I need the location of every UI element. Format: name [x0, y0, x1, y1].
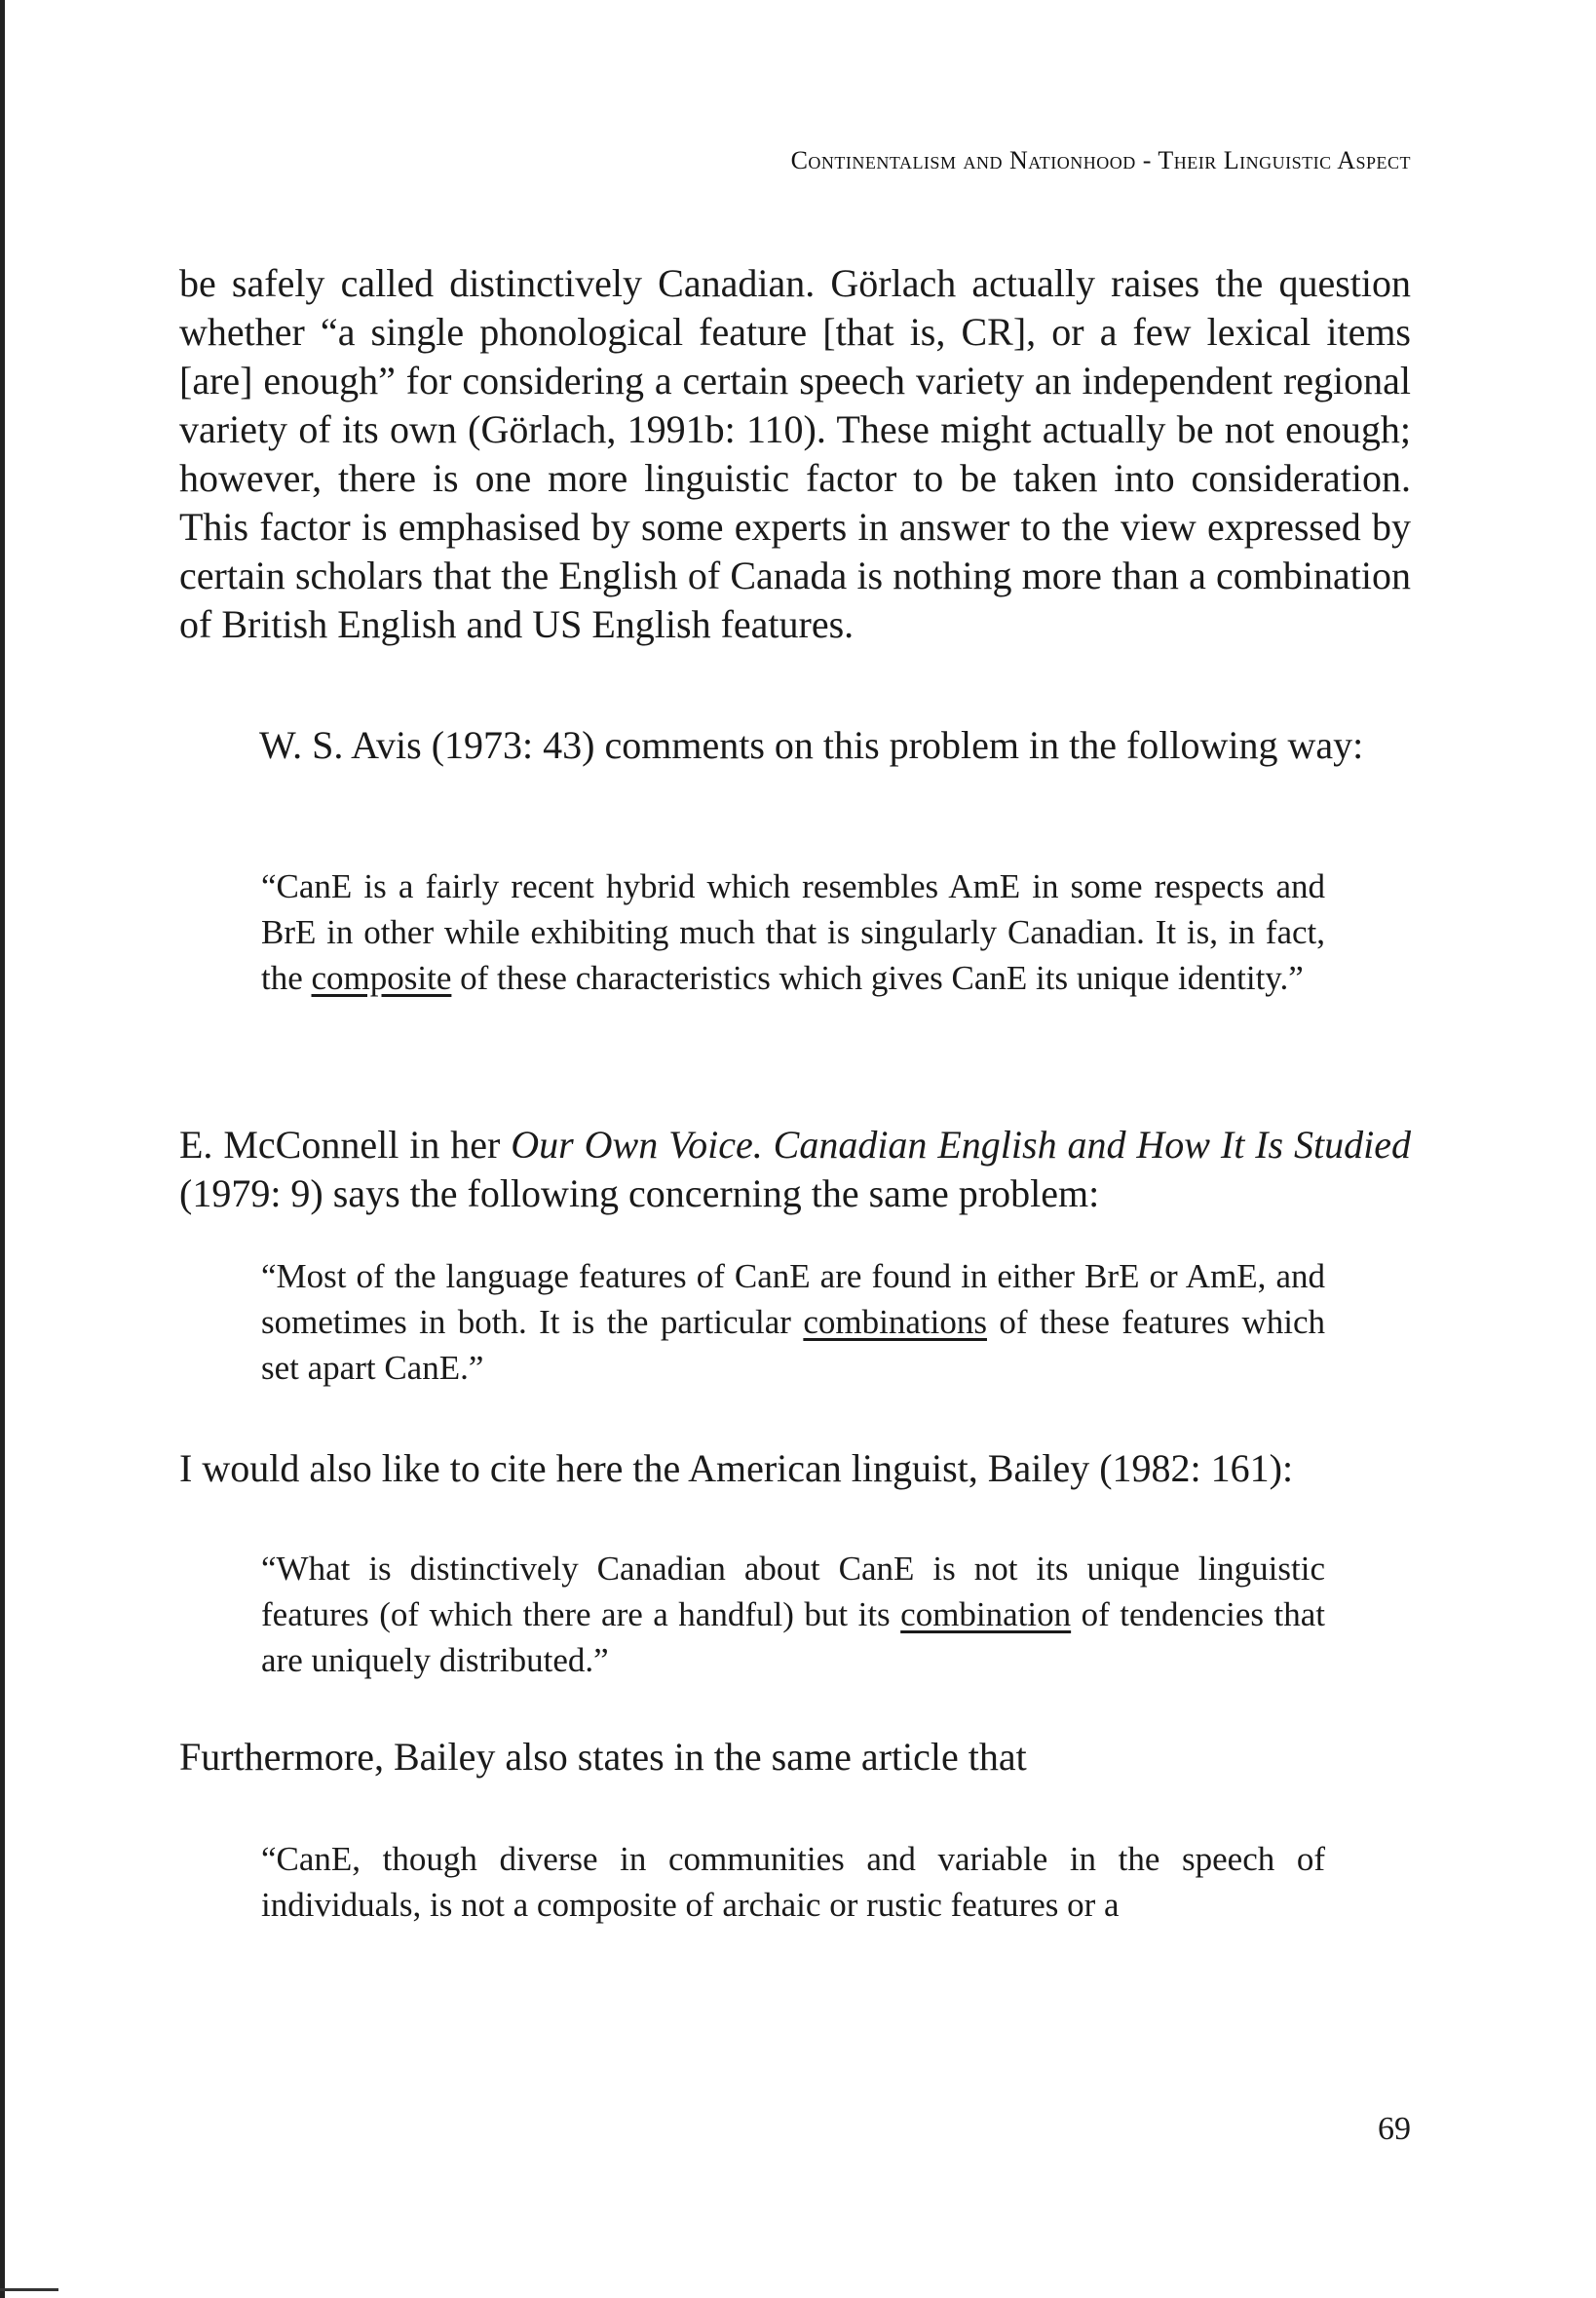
- running-header: Continentalism and Nationhood - Their Linguistic Aspect: [790, 146, 1411, 174]
- quote-text: of these features which set apart CanE.”: [261, 1303, 1325, 1387]
- block-quote-bailey-2: “CanE, though diverse in communities and variable in the speech of individuals, is not a composite of archaic or rustic features or a: [261, 1840, 1325, 1924]
- book-title: Our Own Voice. Canadian English and How It Is Studied: [511, 1123, 1412, 1167]
- paragraph-5: Furthermore, Bailey also states in the same article that: [179, 1735, 1027, 1779]
- page-spine-edge: [0, 0, 5, 2298]
- quote-text: of these characteristics which gives CanE its unique identity.”: [451, 959, 1304, 997]
- block-quote-avis: [261, 863, 1325, 1001]
- paragraph-text: E. McConnell in her: [179, 1123, 512, 1167]
- quote-text: “Most of the language features of CanE are found in either BrE or AmE, and sometimes in both. It is the particular: [261, 1257, 1325, 1341]
- underlined-term: combination: [900, 1595, 1072, 1633]
- block-quote-bailey-1: [261, 1546, 1325, 1683]
- page-number: 69: [1378, 2111, 1411, 2147]
- paragraph-3: [179, 1121, 1411, 1218]
- paragraph-2: W. S. Avis (1973: 43) comments on this problem in the following way:: [259, 723, 1364, 767]
- quote-text: “What is distinctively Canadian about CanE is not its unique linguistic features (of which there are a handful) but its: [261, 1550, 1325, 1633]
- quote-text: “CanE is a fairly recent hybrid which resembles AmE in some respects and BrE in other while exhibiting much that is singularly Canadian. It is, in fact, the: [261, 867, 1325, 997]
- underlined-term: combinations: [803, 1303, 987, 1341]
- quote-text: of tendencies that are uniquely distributed.”: [261, 1595, 1325, 1679]
- paragraph-4: I would also like to cite here the American linguist, Bailey (1982: 161):: [179, 1446, 1294, 1490]
- paragraph-text: (1979: 9) says the following concerning the same problem:: [179, 1171, 1100, 1215]
- paragraph-1: be safely called distinctively Canadian. Görlach actually raises the question whether “a single phonological feature [that is, CR], or a few lexical items [are] enough” for considering a certain speech variety an independent regional variety of its own (Görlach, 1991b: 110). These might actually be not enough; however, there is one more linguistic factor to be taken into consideration. This factor is emphasised by some experts in answer to the view expressed by certain scholars that the English of Canada is nothing more than a combination of British English and US English features.: [179, 261, 1411, 646]
- underlined-term: composite: [311, 959, 452, 997]
- block-quote-mcconnell: [261, 1253, 1325, 1391]
- page-spine-foot: [0, 2288, 58, 2291]
